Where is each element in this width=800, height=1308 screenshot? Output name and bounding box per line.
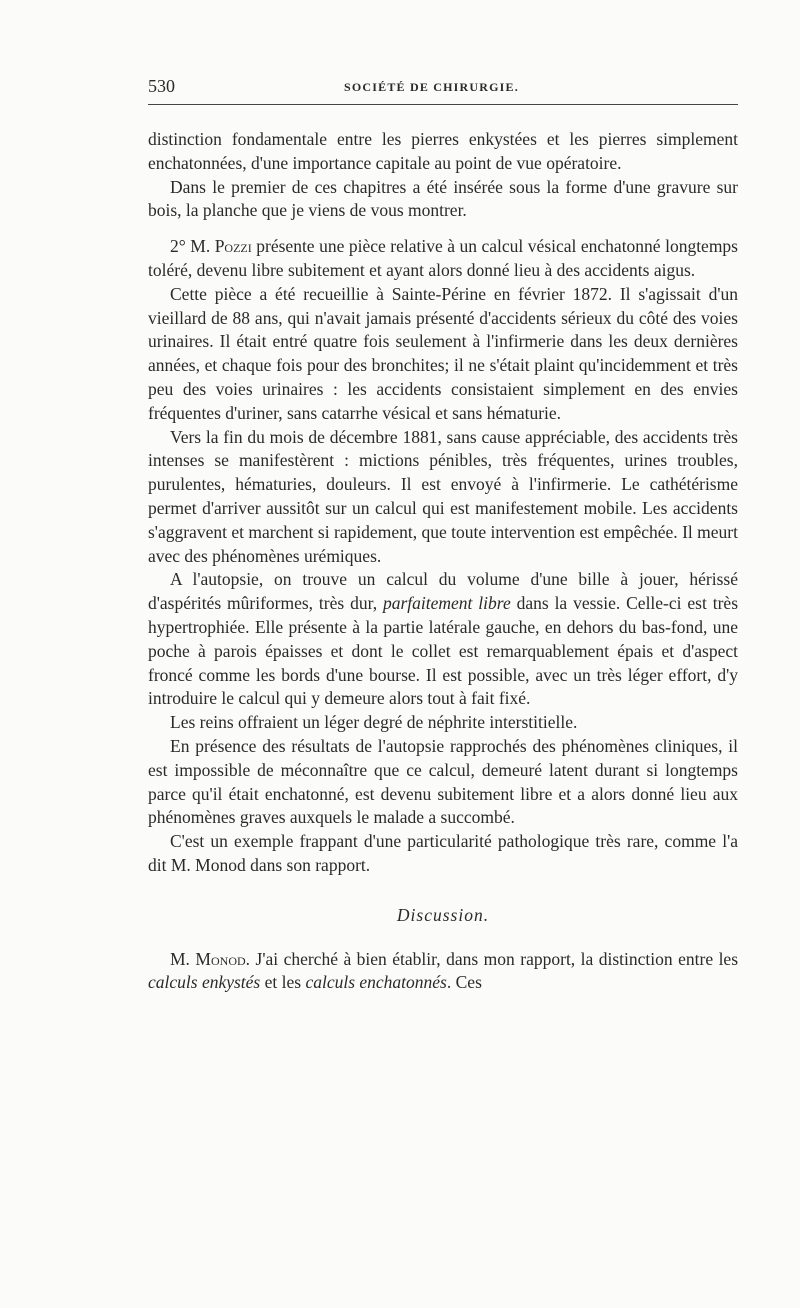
paragraph-6-part-a: A l'autopsie, on trouve un calcul du volume d'une bille à jouer, hérissé d'aspérités mûriformes, très dur, <box>148 569 738 614</box>
emphasis-calculs-enkystes: calculs enkystés <box>148 972 261 993</box>
paragraph-5: Vers la fin du mois de décembre 1881, sans cause appréciable, des accidents très intenses se manifestèrent : mictions pénibles, très fréquentes, urines troubles, purulentes, hématuries, douleurs. Il est envoyé à l'infirmerie. Le cathétérisme permet d'arriver aussitôt sur un calcul qui est manifestement mobile. Les accidents s'aggravent et marchent si rapidement, que toute intervention est empêchée. Il meurt avec des phénomènes urémiques. <box>148 426 738 566</box>
speaker-prefix: M. <box>170 948 196 969</box>
paragraph-8: En présence des résultats de l'autopsie rapprochés des phénomènes cliniques, il est impossible de méconnaître que ce calcul, demeuré latent durant si longtemps parce qu'il était enchatonné, est devenu subitement libre et a alors donné lieu aux phénomènes graves auxquels le malade a succombé. <box>148 735 738 828</box>
paragraph-1: distinction fondamentale entre les pierres enkystées et les pierres simplement enchatonnées, d'une importance capitale au point de vue opératoire. <box>148 129 738 173</box>
paragraph-6 <box>148 568 738 711</box>
item-number: 2° M. <box>170 236 215 257</box>
paragraph-10 <box>148 948 738 996</box>
paragraph-3-text: présente une pièce relative à un calcul vésical enchatonné longtemps toléré, devenu libre subitement et ayant alors donné lieu à des accidents aigus. <box>148 236 738 280</box>
author-name-pozzi: Pozzi <box>214 236 252 257</box>
running-title: SOCIÉTÉ DE CHIRURGIE. <box>344 80 519 94</box>
paragraph-10-part-c: . Ces <box>446 972 482 993</box>
emphasis-calculs-enchatonnes: calculs enchatonnés <box>305 972 447 993</box>
paragraph-2: Dans le premier de ces chapitres a été insérée sous la forme d'une gravure sur bois, la planche que je viens de vous montrer. <box>148 176 738 221</box>
speaker-name-monod: Monod <box>195 948 246 969</box>
paragraph-3 <box>148 235 738 283</box>
header-rule <box>148 104 738 105</box>
page-number: 530 <box>148 76 175 96</box>
page-header <box>148 74 736 100</box>
paragraph-6-part-b: dans la vessie. Celle-ci est très hypertrophiée. Elle présente à la partie latérale gauche, en dehors du bas-fond, une poche à parois épaisses et dont le collet est remarquablement épais et d'aspect froncé comme les bords d'une bourse. Il est possible, avec un très léger effort, d'y introduire le calcul qui y demeure alors tout à fait fixé. <box>148 593 738 709</box>
paragraph-4: Cette pièce a été recueillie à Sainte-Périne en février 1872. Il s'agissait d'un vieillard de 88 ans, qui n'avait jamais présenté d'accidents sérieux du côté des voies urinaires. Il était entré quatre fois seulement à l'infirmerie dans les deux dernières années, et chaque fois pour des bronchites; il ne s'était plaint qu'incidemment et très peu des voies urinaires : les accidents consistaient simplement en des envies fréquentes d'uriner, sans catarrhe vésical et sans hématurie. <box>148 283 738 423</box>
paragraph-9: C'est un exemple frappant d'une particularité pathologique très rare, comme l'a dit M. Monod dans son rapport. <box>148 831 738 875</box>
paragraph-10-part-a: . J'ai cherché à bien établir, dans mon rapport, la distinction entre les <box>245 948 739 969</box>
body-text <box>148 128 738 995</box>
paragraph-10-part-b: et les <box>260 972 306 993</box>
section-heading-discussion: Discussion. <box>396 904 490 925</box>
emphasis-parfaitement-libre: parfaitement libre <box>382 593 511 614</box>
paragraph-7: Les reins offraient un léger degré de néphrite interstitielle. <box>170 712 578 733</box>
